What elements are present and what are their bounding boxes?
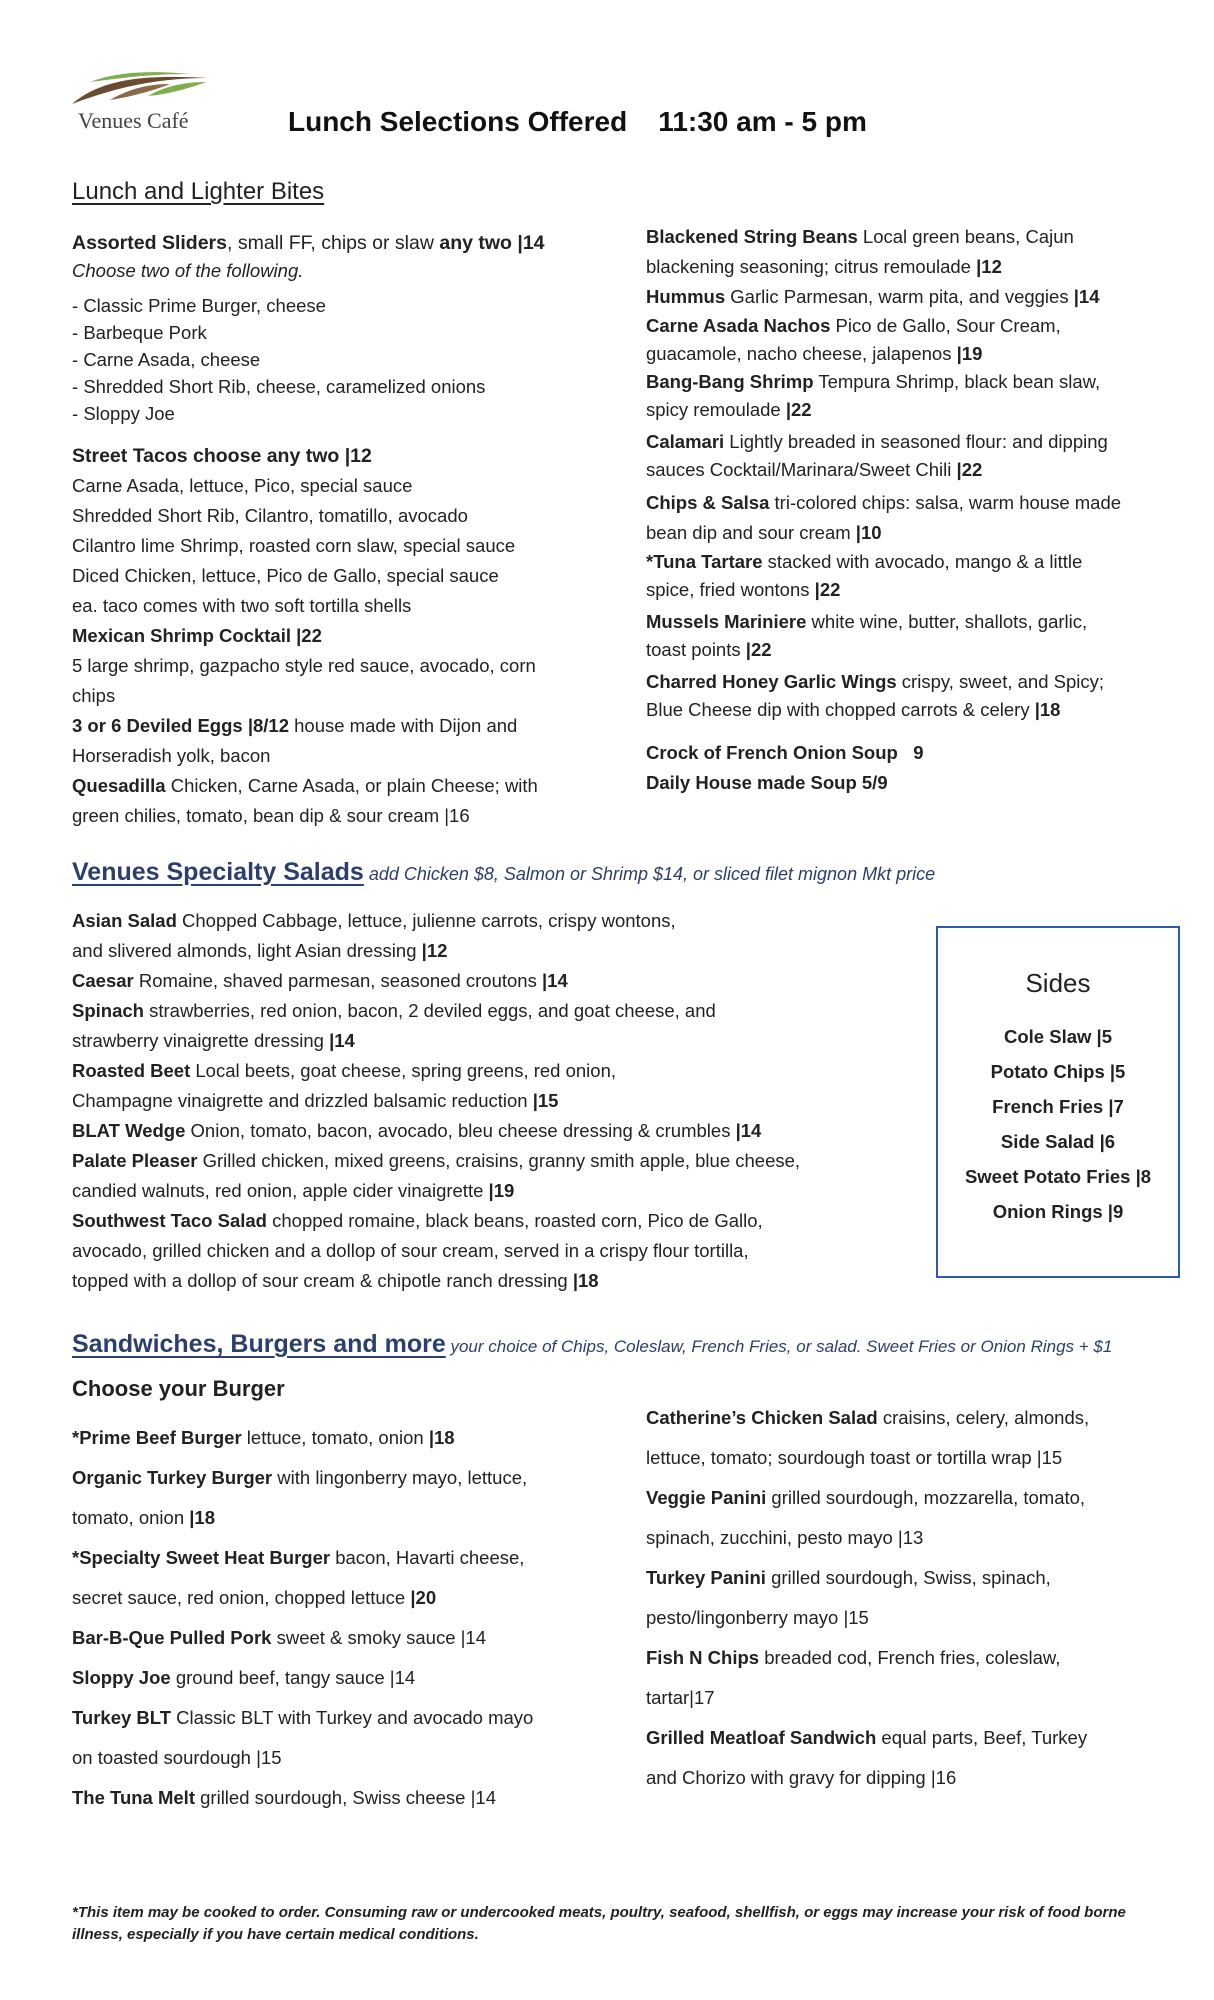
sliders-line — [72, 228, 632, 258]
footnote-line: *This item may be cooked to order. Consuming raw or undercooked meats, poultry, seafood, shellfish, or eggs may increase your risk of food borne — [72, 1904, 1126, 1921]
menu-item: Calamari Lightly breaded in seasoned flour: and dipping — [646, 431, 1108, 452]
taco-option: Diced Chicken, lettuce, Pico de Gallo, special sauce — [72, 565, 499, 586]
sandwich-item: Veggie Panini grilled sourdough, mozzarella, tomato, — [646, 1487, 1086, 1508]
tacos-heading: Street Tacos choose any two |12 — [72, 445, 372, 467]
taco-option: Shredded Short Rib, Cilantro, tomatillo, avocado — [72, 505, 468, 526]
sliders-name: Assorted Sliders — [72, 232, 227, 254]
menu-item-desc: Blue Cheese dip with chopped carrots & celery |18 — [646, 699, 1061, 720]
taco-option: Carne Asada, lettuce, Pico, special sauce — [72, 475, 413, 496]
side-item: Cole Slaw |5 — [1004, 1026, 1112, 1047]
sandwich-item-desc: secret sauce, red onion, chopped lettuce |20 — [72, 1587, 437, 1608]
menu-item-desc: bean dip and sour cream |10 — [646, 522, 882, 543]
salad-item: Palate Pleaser Grilled chicken, mixed greens, craisins, granny smith apple, blue cheese, — [72, 1150, 801, 1171]
sandwich-item: *Prime Beef Burger lettuce, tomato, onion |18 — [72, 1427, 455, 1448]
slider-option: - Barbeque Pork — [72, 322, 207, 343]
footnote — [72, 1902, 1152, 1946]
sandwich-item-desc: and Chorizo with gravy for dipping |16 — [646, 1767, 957, 1788]
sandwich-item: Turkey BLT Classic BLT with Turkey and avocado mayo — [72, 1707, 534, 1728]
sliders-desc: , small FF, chips or slaw — [226, 232, 440, 254]
lunch-right-column — [646, 222, 1186, 798]
sliders-instruction: Choose two of the following. — [72, 260, 304, 281]
soup-item: Crock of French Onion Soup 9 — [646, 742, 924, 763]
sides-box — [936, 926, 1180, 1278]
menu-item: Bang-Bang Shrimp Tempura Shrimp, black bean slaw, — [646, 371, 1101, 392]
logo-text: Venues Café — [78, 108, 189, 133]
menu-item: Charred Honey Garlic Wings crispy, sweet, and Spicy; — [646, 671, 1105, 692]
menu-item: Mexican Shrimp Cocktail |22 — [72, 625, 322, 646]
page-title — [288, 106, 867, 138]
burger-heading: Choose your Burger — [72, 1376, 285, 1401]
menu-item: 3 or 6 Deviled Eggs |8/12 house made with Dijon and — [72, 715, 518, 736]
salads-list — [72, 906, 892, 1296]
lunch-heading: Lunch and Lighter Bites — [72, 178, 325, 205]
sandwich-item: The Tuna Melt grilled sourdough, Swiss cheese |14 — [72, 1787, 496, 1808]
menu-item-desc: toast points |22 — [646, 639, 772, 660]
salad-item: Southwest Taco Salad chopped romaine, black beans, roasted corn, Pico de Gallo, — [72, 1210, 763, 1231]
salad-item: Caesar Romaine, shaved parmesan, seasoned croutons |14 — [72, 970, 568, 991]
side-item: Potato Chips |5 — [990, 1061, 1126, 1082]
salad-item-desc: avocado, grilled chicken and a dollop of sour cream, served in a crispy flour tortilla, — [72, 1240, 749, 1261]
salad-item-desc: candied walnuts, red onion, apple cider vinaigrette |19 — [72, 1180, 515, 1201]
menu-item: Chips & Salsa tri-colored chips: salsa, warm house made — [646, 492, 1122, 513]
sandwich-item-desc: on toasted sourdough |15 — [72, 1747, 282, 1768]
side-item: Sweet Potato Fries |8 — [964, 1166, 1152, 1187]
slider-option: - Carne Asada, cheese — [72, 349, 261, 370]
menu-item-desc: guacamole, nacho cheese, jalapenos |19 — [646, 343, 983, 364]
sandwich-item-desc: tomato, onion |18 — [72, 1507, 216, 1528]
hours-text: 11:30 am - 5 pm — [658, 106, 867, 137]
menu-item-desc: Horseradish yolk, bacon — [72, 745, 271, 766]
salads-header — [72, 858, 1192, 887]
menu-item-desc: spice, fried wontons |22 — [646, 579, 841, 600]
lunch-left-column — [72, 228, 632, 831]
sandwich-item: *Specialty Sweet Heat Burger bacon, Havarti cheese, — [72, 1547, 525, 1568]
sandwich-item: Organic Turkey Burger with lingonberry mayo, lettuce, — [72, 1467, 528, 1488]
sandwiches-note: your choice of Chips, Coleslaw, French Fries, or salad. Sweet Fries or Onion Rings + $1 — [445, 1337, 1113, 1356]
sandwich-item: Bar-B-Que Pulled Pork sweet & smoky sauce |14 — [72, 1627, 487, 1648]
salad-item: Roasted Beet Local beets, goat cheese, spring greens, red onion, — [72, 1060, 617, 1081]
menu-item: Quesadilla Chicken, Carne Asada, or plain Cheese; with — [72, 775, 538, 796]
footnote-line: illness, especially if you have certain medical conditions. — [72, 1926, 479, 1943]
menu-item-desc: chips — [72, 685, 116, 706]
sandwiches-heading: Sandwiches, Burgers and more — [72, 1330, 446, 1358]
side-item: Side Salad |6 — [1000, 1131, 1116, 1152]
sandwich-item: Sloppy Joe ground beef, tangy sauce |14 — [72, 1667, 416, 1688]
sandwich-item-desc: spinach, zucchini, pesto mayo |13 — [646, 1527, 924, 1548]
salad-item: BLAT Wedge Onion, tomato, bacon, avocado, bleu cheese dressing & crumbles |14 — [72, 1120, 762, 1141]
slider-option: - Classic Prime Burger, cheese — [72, 295, 326, 316]
salads-note: add Chicken $8, Salmon or Shrimp $14, or sliced filet mignon Mkt price — [363, 864, 936, 884]
slider-option: - Shredded Short Rib, cheese, caramelized onions — [72, 376, 486, 397]
sandwiches-header — [72, 1330, 1202, 1359]
menu-item: *Tuna Tartare stacked with avocado, mango & a little — [646, 551, 1083, 572]
sandwich-item: Turkey Panini grilled sourdough, Swiss, spinach, — [646, 1567, 1051, 1588]
sliders-choice: any two |14 — [439, 232, 545, 254]
salad-item-desc: topped with a dollop of sour cream & chipotle ranch dressing |18 — [72, 1270, 599, 1291]
side-item: Onion Rings |9 — [992, 1201, 1124, 1222]
side-item: French Fries |7 — [992, 1096, 1124, 1117]
menu-item-desc: green chilies, tomato, bean dip & sour cream |16 — [72, 805, 470, 826]
sandwich-item: Catherine’s Chicken Salad craisins, celery, almonds, — [646, 1407, 1090, 1428]
soup-item: Daily House made Soup 5/9 — [646, 772, 888, 793]
sandwich-item-desc: lettuce, tomato; sourdough toast or tortilla wrap |15 — [646, 1447, 1063, 1468]
sandwich-item-desc: pesto/lingonberry mayo |15 — [646, 1607, 869, 1628]
menu-item: Hummus Garlic Parmesan, warm pita, and veggies |14 — [646, 286, 1100, 307]
menu-item-desc: blackening seasoning; citrus remoulade |12 — [646, 256, 1002, 277]
sandwich-item-desc: tartar|17 — [646, 1687, 715, 1708]
salad-item-desc: strawberry vinaigrette dressing |14 — [72, 1030, 355, 1051]
salad-item: Spinach strawberries, red onion, bacon, 2 deviled eggs, and goat cheese, and — [72, 1000, 716, 1021]
menu-item: Mussels Mariniere white wine, butter, shallots, garlic, — [646, 611, 1088, 632]
salad-item: Asian Salad Chopped Cabbage, lettuce, julienne carrots, crispy wontons, — [72, 910, 676, 931]
menu-item-desc: sauces Cocktail/Marinara/Sweet Chili |22 — [646, 459, 983, 480]
logo-swoosh-icon — [70, 70, 210, 110]
salad-item-desc: Champagne vinaigrette and drizzled balsamic reduction |15 — [72, 1090, 559, 1111]
title-text: Lunch Selections Offered — [288, 106, 628, 137]
menu-item: Blackened String Beans Local green beans, Cajun — [646, 226, 1074, 247]
taco-note: ea. taco comes with two soft tortilla shells — [72, 595, 412, 616]
venues-cafe-logo — [70, 70, 210, 140]
sandwich-item: Grilled Meatloaf Sandwich equal parts, Beef, Turkey — [646, 1727, 1088, 1748]
sides-title: Sides — [1025, 968, 1091, 998]
salad-item-desc: and slivered almonds, light Asian dressing |12 — [72, 940, 448, 961]
menu-item-desc: spicy remoulade |22 — [646, 399, 812, 420]
menu-item-desc: 5 large shrimp, gazpacho style red sauce, avocado, corn — [72, 655, 536, 676]
menu-item: Carne Asada Nachos Pico de Gallo, Sour Cream, — [646, 315, 1061, 336]
salads-heading: Venues Specialty Salads — [72, 858, 364, 886]
taco-option: Cilantro lime Shrimp, roasted corn slaw, special sauce — [72, 535, 516, 556]
sandwich-item: Fish N Chips breaded cod, French fries, coleslaw, — [646, 1647, 1061, 1668]
slider-option: - Sloppy Joe — [72, 403, 175, 424]
sandwiches-left-column — [72, 1418, 652, 1818]
sandwiches-right-column — [646, 1398, 1206, 1798]
